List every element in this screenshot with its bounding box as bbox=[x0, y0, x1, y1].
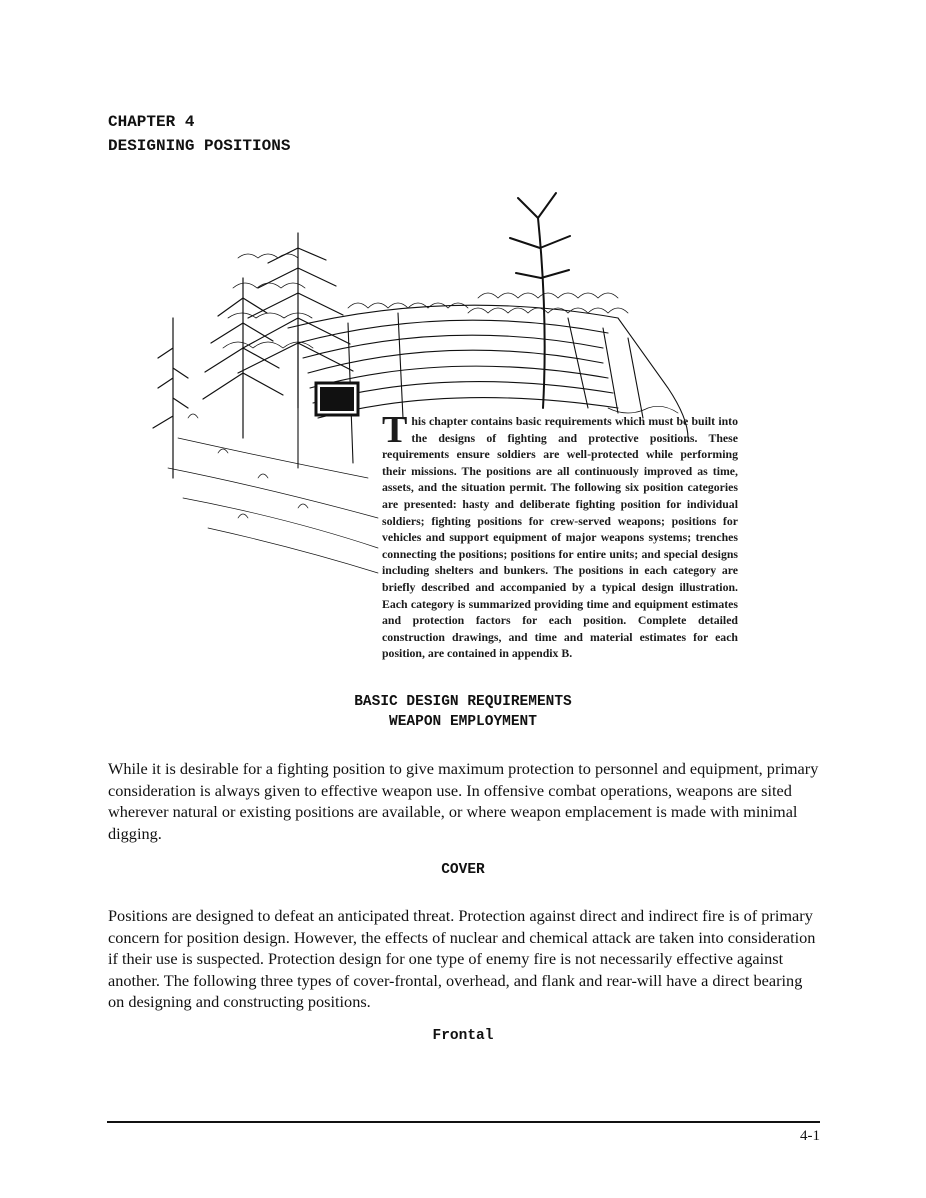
intro-body: his chapter contains basic requirements which must be built into the designs of fighting and protective positions. These requirements ensure soldiers are well-protected while performing their missions. The positions are all continuously improved as time, assets, and the situation permit. The following six position categories are presented: hasty and deliberate fighting position for individual soldiers; fighting positions for crew-served weapons; positions for vehicles and support equipment of major weapons systems; trenches connecting the positions; positions for entire units; and special designs including shelters and bunkers. The positions in each category are briefly described and accompanied by a typical design illustration. Each category is summarized providing time and equipment estimates and protection factors for each position. Complete detailed construction drawings, and time and material estimates for each position, are contained in appendix B. bbox=[382, 414, 738, 661]
footer-divider bbox=[107, 1121, 820, 1123]
weapon-employment-paragraph: While it is desirable for a fighting position to give maximum protection to personnel and equipment, primary consideration is always given to effective weapon use. In offensive combat operations, weapons are sited wherever natural or existing positions are available, or where weapon emplacement is made with minimal digging. bbox=[108, 759, 819, 843]
cover-paragraph: Positions are designed to defeat an anticipated threat. Protection against direct and indirect fire is of primary concern for position design. However, the effects of nuclear and chemical attack are taken into consideration if their use is suspected. Protection design for one type of enemy fire is not necessarily effective against another. The following three types of cover-frontal, overhead, and flank and rear-will have a direct bearing on designing and constructing positions. bbox=[108, 906, 816, 1011]
intro-dropcap: T bbox=[382, 409, 408, 451]
section-heading-weapon-employment: WEAPON EMPLOYMENT bbox=[389, 714, 537, 730]
page-number: 4-1 bbox=[800, 1128, 820, 1144]
chapter-title: DESIGNING POSITIONS bbox=[108, 137, 291, 155]
section-heading-basic-design: BASIC DESIGN REQUIREMENTS bbox=[354, 694, 572, 710]
intro-paragraph bbox=[382, 409, 738, 662]
chapter-heading bbox=[108, 110, 290, 158]
chapter-number: CHAPTER 4 bbox=[108, 113, 195, 131]
section-heading-cover: COVER bbox=[441, 862, 485, 878]
section-heading-frontal: Frontal bbox=[432, 1028, 494, 1044]
